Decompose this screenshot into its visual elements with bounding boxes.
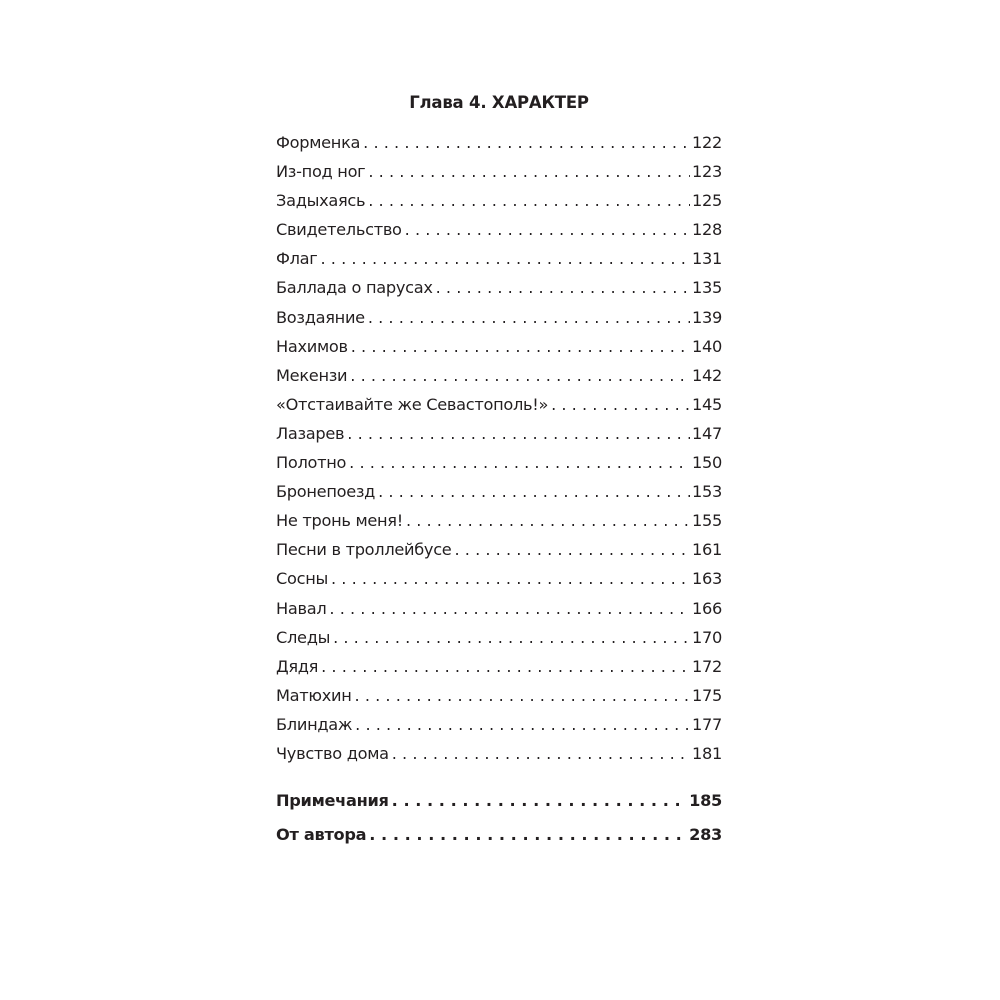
entry-page: 161 bbox=[692, 540, 722, 560]
entry-title: От автора bbox=[276, 825, 367, 845]
toc-entry bbox=[276, 681, 722, 710]
entry-page: 142 bbox=[692, 365, 722, 385]
entry-page: 135 bbox=[692, 278, 722, 298]
entry-page: 147 bbox=[692, 423, 722, 443]
toc-entry bbox=[276, 594, 722, 623]
entry-title: Воздаяние bbox=[276, 307, 365, 327]
dot-leader bbox=[378, 477, 690, 506]
entry-title: Флаг bbox=[276, 249, 318, 269]
entry-page: 139 bbox=[692, 307, 722, 327]
entry-page: 163 bbox=[692, 569, 722, 589]
toc-entry bbox=[276, 419, 722, 448]
toc-entry bbox=[276, 361, 722, 390]
entry-title: Примечания bbox=[276, 791, 389, 811]
entry-title: Не тронь меня! bbox=[276, 511, 403, 531]
toc-entry-from-author bbox=[276, 818, 722, 852]
entry-page: 128 bbox=[692, 220, 722, 240]
dot-leader bbox=[369, 818, 687, 852]
dot-leader bbox=[368, 303, 690, 332]
toc-entry bbox=[276, 390, 722, 419]
toc-entry bbox=[276, 710, 722, 739]
dot-leader bbox=[350, 361, 690, 390]
entry-page: 140 bbox=[692, 336, 722, 356]
entry-title: Форменка bbox=[276, 133, 361, 152]
entry-page: 172 bbox=[692, 656, 722, 676]
entry-title: Бронепоезд bbox=[276, 482, 376, 502]
toc-entry bbox=[276, 506, 722, 535]
chapter-title: Глава 4. ХАРАКТЕР bbox=[409, 93, 589, 112]
toc-entry bbox=[276, 535, 722, 564]
toc-entry-notes bbox=[276, 784, 722, 818]
entry-title: Чувство дома bbox=[276, 743, 389, 763]
toc-entry bbox=[276, 564, 722, 593]
entry-page: 283 bbox=[689, 825, 722, 845]
entry-page: 123 bbox=[692, 162, 722, 182]
entry-page: 150 bbox=[692, 453, 722, 473]
entry-page: 155 bbox=[692, 511, 722, 531]
dot-leader bbox=[406, 506, 690, 535]
dot-leader bbox=[392, 739, 690, 768]
dot-leader bbox=[333, 623, 690, 652]
toc-entry bbox=[276, 477, 722, 506]
entry-page: 166 bbox=[692, 598, 722, 618]
dot-leader bbox=[392, 784, 687, 818]
toc-entry bbox=[276, 186, 722, 215]
dot-leader bbox=[347, 419, 690, 448]
entry-title: Блиндаж bbox=[276, 714, 353, 734]
toc-entry bbox=[276, 128, 722, 157]
entry-page: 153 bbox=[692, 482, 722, 502]
entry-title: Баллада о парусах bbox=[276, 278, 433, 298]
entry-title: Песни в троллейбусе bbox=[276, 540, 452, 560]
dot-leader bbox=[329, 594, 690, 623]
dot-leader bbox=[351, 332, 690, 361]
toc-entry bbox=[276, 157, 722, 186]
dot-leader bbox=[321, 652, 690, 681]
entry-title: Лазарев bbox=[276, 423, 345, 443]
dot-leader bbox=[405, 215, 690, 244]
toc-entry bbox=[276, 273, 722, 302]
entry-title: Сосны bbox=[276, 569, 328, 589]
entry-page: 131 bbox=[692, 249, 722, 269]
dot-leader bbox=[331, 564, 690, 593]
entry-title: Матюхин bbox=[276, 685, 352, 705]
entry-title: «Отстаивайте же Севастополь!» bbox=[276, 394, 549, 414]
entry-page: 185 bbox=[689, 791, 722, 811]
entry-page: 181 bbox=[692, 743, 722, 763]
dot-leader bbox=[454, 535, 690, 564]
entry-title: Нахимов bbox=[276, 336, 348, 356]
dot-leader bbox=[349, 448, 690, 477]
entry-title: Навал bbox=[276, 598, 327, 618]
entry-page: 177 bbox=[692, 714, 722, 734]
dot-leader bbox=[355, 710, 690, 739]
dot-leader bbox=[368, 186, 690, 215]
toc-entry bbox=[276, 448, 722, 477]
entry-title: Мекензи bbox=[276, 365, 348, 385]
toc-entry bbox=[276, 652, 722, 681]
toc-extras bbox=[276, 784, 722, 852]
entry-title: Из-под ног bbox=[276, 162, 366, 182]
toc-entry bbox=[276, 244, 722, 273]
toc-entry bbox=[276, 623, 722, 652]
toc-page bbox=[276, 88, 722, 852]
dot-leader bbox=[436, 273, 690, 302]
entry-page: 122 bbox=[692, 133, 722, 152]
dot-leader bbox=[368, 157, 690, 186]
entry-page: 170 bbox=[692, 627, 722, 647]
dot-leader bbox=[321, 244, 690, 273]
entry-page: 125 bbox=[692, 191, 722, 211]
toc-entry bbox=[276, 303, 722, 332]
toc-entry bbox=[276, 739, 722, 768]
entry-page: 145 bbox=[692, 394, 722, 414]
toc-list bbox=[276, 128, 722, 768]
entry-title: Задыхаясь bbox=[276, 191, 366, 211]
dot-leader bbox=[551, 390, 690, 419]
entry-page: 175 bbox=[692, 685, 722, 705]
entry-title: Полотно bbox=[276, 453, 347, 473]
dot-leader bbox=[363, 128, 690, 157]
dot-leader bbox=[355, 681, 690, 710]
entry-title: Следы bbox=[276, 627, 331, 647]
toc-entry bbox=[276, 215, 722, 244]
entry-title: Дядя bbox=[276, 656, 319, 676]
entry-title: Свидетельство bbox=[276, 220, 402, 240]
toc-entry bbox=[276, 332, 722, 361]
